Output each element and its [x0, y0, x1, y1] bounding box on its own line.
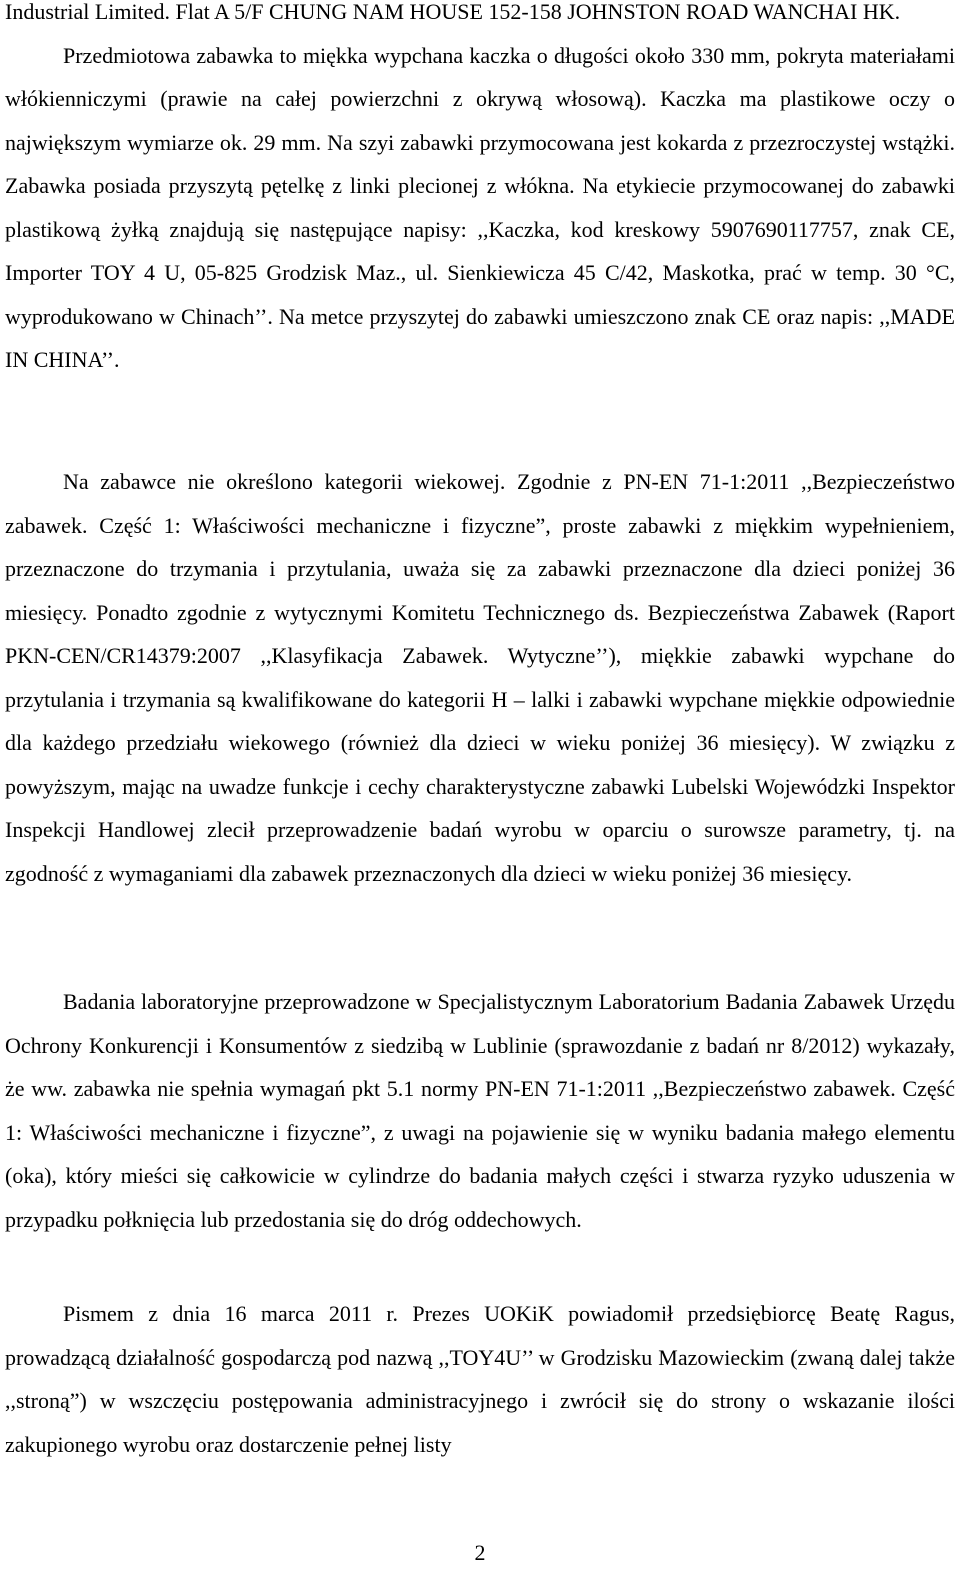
paragraph-toy-description: Przedmiotowa zabawka to miękka wypchana kaczka o długości około 330 mm, pokryta materiałami włókienniczymi (prawie na całej powierzchni z okrywą włosową). Kaczka ma plastikowe oczy o największym wymiarze ok. 29 mm. Na szyi zabawki przymocowana jest kokarda z przezroczystej wstążki. Zabawka posiada przyszytą pętelkę z linki plecionej z włókna. Na etykiecie przymocowanej do zabawki plastikową żyłką znajdują się następujące napisy: ,,Kaczka, kod kreskowy 5907690117757, znak CE, Importer TOY 4 U, 05-825 Grodzisk Maz., ul. Sienkiewicza 45 C/42, Maskotka, prać w temp. 30 °C, wyprodukowano w Chinach’’. Na metce przyszytej do zabawki umieszczono znak CE oraz napis: ,,MADE IN CHINA’’.	[5, 42, 955, 372]
paragraph-address-continuation	[5, 0, 955, 382]
paragraph-uokik-letter: Pismem z dnia 16 marca 2011 r. Prezes UOKiK powiadomił przedsiębiorcę Beatę Ragus, prowadzącą działalność gospodarczą pod nazwą ,,TOY4U’’ w Grodzisku Mazowieckim (zwaną dalej także ,,stroną”) w wszczęciu postępowania administracyjnego i zwrócił się do strony o wskazanie ilości zakupionego wyrobu oraz dostarczenie pełnej listy	[5, 1301, 955, 1457]
paragraph-age-category: Na zabawce nie określono kategorii wiekowej. Zgodnie z PN-EN 71-1:2011 ,,Bezpieczeństwo zabawek. Część 1: Właściwości mechaniczne i fizyczne”, proste zabawki z miękkim wypełnieniem, przeznaczone do trzymania i przytulania, uważa się za zabawki przeznaczone dla dzieci poniżej 36 miesięcy. Ponadto zgodnie z wytycznymi Komitetu Technicznego ds. Bezpieczeństwa Zabawek (Raport PKN-CEN/CR14379:2007 ,,Klasyfikacja Zabawek. Wytyczne’’), miękkie zabawki wypchane do przytulania i trzymania są kwalifikowane do kategorii H – lalki i zabawki wypchane miękkie odpowiednie dla każdego przedziału wiekowego (również dla dzieci w wieku poniżej 36 miesięcy). W związku z powyższym, mając na uwadze funkcje i cechy charakterystyczne zabawki Lubelski Wojewódzki Inspektor Inspekcji Handlowej zlecił przeprowadzenie badań wyrobu w oparciu o surowsze parametry, tj. na zgodność z wymaganiami dla zabawek przeznaczonych dla dzieci w wieku poniżej 36 miesięcy.	[5, 469, 955, 886]
page-number: 2	[474, 1540, 486, 1565]
paragraph-address-text: Industrial Limited. Flat A 5/F CHUNG NAM HOUSE 152-158 JOHNSTON ROAD WANCHAI HK.	[5, 0, 901, 24]
paragraph-lab-results: Badania laboratoryjne przeprowadzone w Specjalistycznym Laboratorium Badania Zabawek Urzędu Ochrony Konkurencji i Konsumentów z siedzibą w Lublinie (sprawozdanie z badań nr 8/2012) wykazały, że ww. zabawka nie spełnia wymagań pkt 5.1 normy PN-EN 71-1:2011 ,,Bezpieczeństwo zabawek. Część 1: Właściwości mechaniczne i fizyczne”, z uwagi na pojawienie się w wyniku badania małego elementu (oka), który mieści się całkowicie w cylindrze do badania małych części i stwarza ryzyko uduszenia w przypadku połknięcia lub przedostania się do dróg oddechowych.	[5, 989, 955, 1232]
